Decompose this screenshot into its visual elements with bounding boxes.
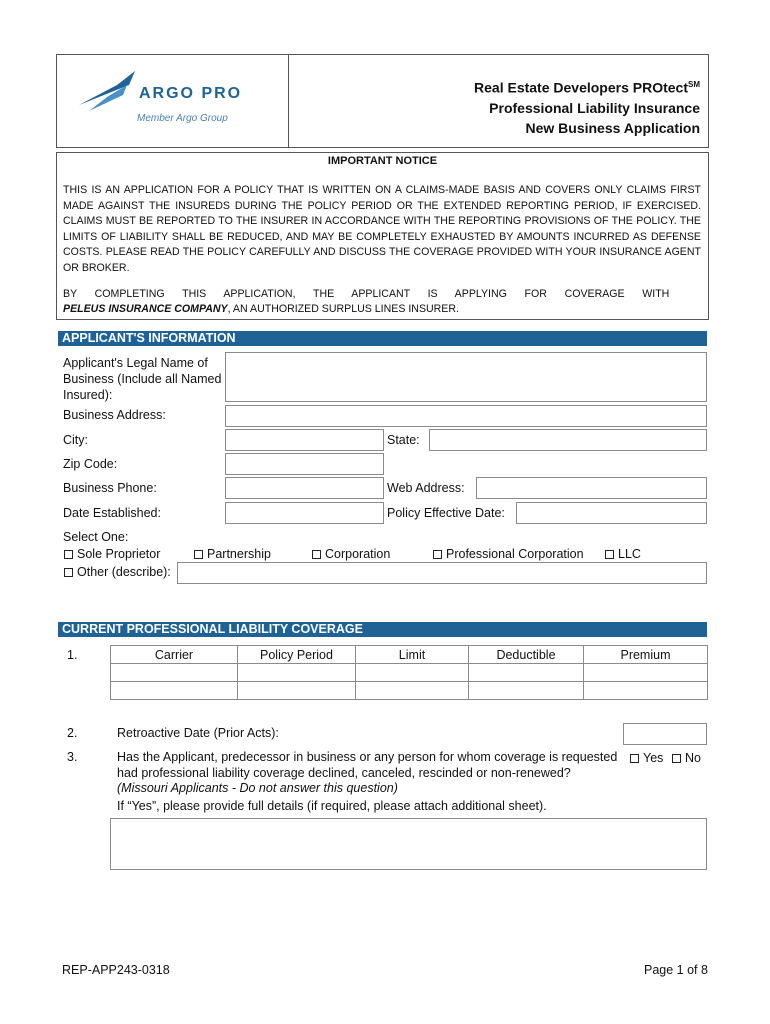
table-row [111,682,708,700]
zip-field[interactable] [225,453,384,475]
table-cell[interactable] [469,664,584,682]
notice-heading: IMPORTANT NOTICE [327,155,438,167]
select-one-label: Select One: [63,530,129,544]
header-title-box [288,54,709,148]
checkbox-icon[interactable] [672,754,681,763]
argo-pro-logo-icon [77,71,139,111]
date-established-field[interactable] [225,502,384,524]
entity-option-llc[interactable]: LLC [605,547,641,562]
web-address-label: Web Address: [387,481,465,495]
business-address-field[interactable] [225,405,707,427]
notice-line: OR BROKER. [63,261,130,274]
checkbox-icon[interactable] [433,550,442,559]
table-cell[interactable] [111,664,238,682]
question-3-note: (Missouri Applicants - Do not answer this question) [117,781,398,795]
question-1-number: 1. [67,648,78,662]
question-2-number: 2. [67,726,78,740]
column-header-policy-period: Policy Period [238,646,356,664]
checkbox-icon[interactable] [194,550,203,559]
table-cell[interactable] [356,682,469,700]
insurer-name: PELEUS INSURANCE COMPANY [63,303,228,315]
state-field[interactable] [429,429,707,451]
legal-name-field[interactable] [225,352,707,402]
question-3-text: Has the Applicant, predecessor in business or any person for whom coverage is requested had professional liability coverage declined, canceled, rescinded or non-renewed? (Missouri Applicants - Do not answer this question) [117,750,618,795]
question-3-no-option[interactable]: No [672,751,701,766]
column-header-limit: Limit [356,646,469,664]
checkbox-icon[interactable] [64,568,73,577]
table-cell[interactable] [469,682,584,700]
city-label: City: [63,433,88,447]
business-phone-field[interactable] [225,477,384,499]
question-3-number: 3. [67,750,78,764]
policy-effective-date-label: Policy Effective Date: [387,506,505,520]
notice-by-line: BY COMPLETING THIS APPLICATION, THE APPLICANT IS APPLYING FOR COVERAGE WITH [63,288,670,300]
question-3-details-field[interactable] [110,818,707,870]
retroactive-date-label: Retroactive Date (Prior Acts): [117,726,279,740]
business-address-label: Business Address: [63,408,166,422]
coverage-table [110,645,708,700]
city-field[interactable] [225,429,384,451]
entity-option-sole-proprietor[interactable]: Sole Proprietor [64,547,160,562]
notice-line: COSTS. PLEASE READ THE POLICY CAREFULLY AND DISCUSS THE COVERAGE PROVIDED WITH YOUR INSURANCE AGENT [63,246,701,258]
table-cell[interactable] [584,664,708,682]
notice-line: LIMITS OF LIABILITY SHALL BE REDUCED, AND MAY BE COMPLETELY EXHAUSTED BY AMOUNTS INCURRED AS DEFENSE [63,230,701,243]
legal-name-label: Applicant's Legal Name of Business (Include all Named Insured): [63,356,222,402]
notice-line: MADE AGAINST THE INSUREDS DURING THE POLICY PERIOD OR THE EXTENDED REPORTING PERIOD, IF EXERCISED. [63,199,701,212]
checkbox-icon[interactable] [605,550,614,559]
coverage-section-title: CURRENT PROFESSIONAL LIABILITY COVERAGE [58,622,707,637]
retroactive-date-field[interactable] [623,723,707,745]
policy-effective-date-field[interactable] [516,502,707,524]
column-header-carrier: Carrier [111,646,238,664]
entity-option-corporation[interactable]: Corporation [312,547,390,562]
checkbox-icon[interactable] [630,754,639,763]
header-logo-box [56,54,290,148]
logo-wordmark: ARGO PRO [139,85,243,102]
table-cell[interactable] [356,664,469,682]
applicant-section-title: APPLICANT'S INFORMATION [58,331,707,346]
web-address-field[interactable] [476,477,707,499]
state-label: State: [387,433,420,447]
notice-line: THIS IS AN APPLICATION FOR A POLICY THAT IS WRITTEN ON A CLAIMS-MADE BASIS AND COVERS ONLY CLAIMS FIRST [63,184,701,196]
column-header-deductible: Deductible [469,646,584,664]
entity-option-other[interactable]: Other (describe): [64,565,171,580]
table-cell[interactable] [584,682,708,700]
page-number: Page 1 of 8 [644,963,708,977]
table-row [111,664,708,682]
important-notice [56,152,709,320]
business-phone-label: Business Phone: [63,481,157,495]
checkbox-icon[interactable] [64,550,73,559]
question-3-yes-option[interactable]: Yes [630,751,663,766]
page-title-line1: Real Estate Developers PROtect℠ [474,79,700,96]
checkbox-icon[interactable] [312,550,321,559]
table-cell[interactable] [238,682,356,700]
question-3-details-label: If “Yes”, please provide full details (if required, please attach additional sheet). [117,799,547,813]
date-established-label: Date Established: [63,506,161,520]
entity-option-professional-corporation[interactable]: Professional Corporation [433,547,584,562]
page-title-line2: Professional Liability Insurance [489,99,700,116]
form-code: REP-APP243-0318 [62,963,170,977]
notice-line: CLAIMS MUST BE REPORTED TO THE INSURER IN ACCORDANCE WITH THE REPORTING PROVISIONS OF THE POLICY. THE [63,215,701,227]
entity-option-partnership[interactable]: Partnership [194,547,271,562]
table-cell[interactable] [238,664,356,682]
table-header-row [111,646,708,664]
zip-label: Zip Code: [63,457,118,471]
page-title-line3: New Business Application [525,119,700,136]
other-describe-field[interactable] [177,562,707,584]
notice-company-line: PELEUS INSURANCE COMPANY, AN AUTHORIZED SURPLUS LINES INSURER. [63,303,459,315]
column-header-premium: Premium [584,646,708,664]
logo-tagline: Member Argo Group [137,113,228,124]
notice-body [63,183,701,276]
table-cell[interactable] [111,682,238,700]
